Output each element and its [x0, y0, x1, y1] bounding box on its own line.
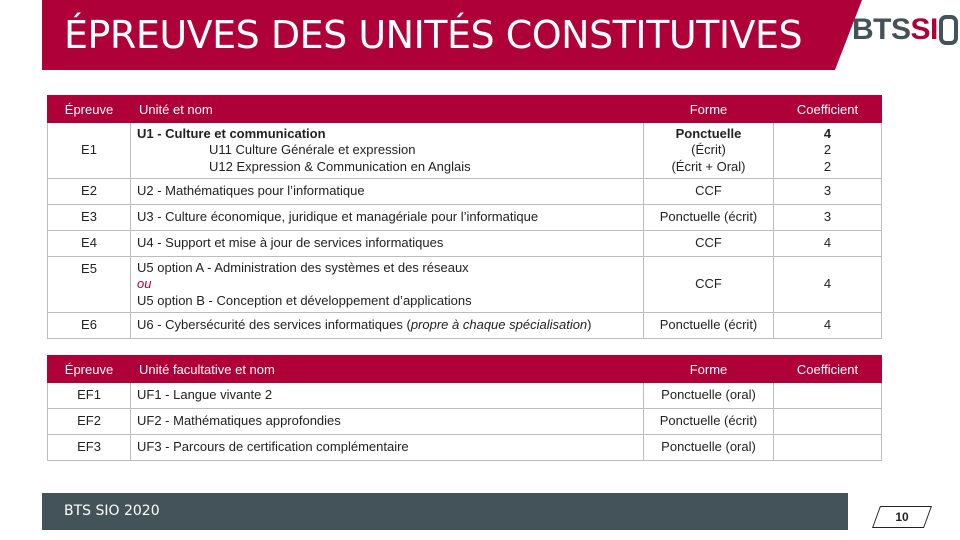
- unit-cell: [131, 257, 644, 313]
- coef-main: 4: [823, 125, 832, 141]
- epreuve-cell: E4: [48, 231, 131, 257]
- table-row: [48, 313, 882, 339]
- coef-cell: [774, 435, 882, 461]
- logo-text-bts: BTS: [852, 13, 911, 46]
- unit-cell: UF3 - Parcours de certification complémentaire: [131, 435, 644, 461]
- coef-cell: [774, 123, 882, 179]
- logo-o-shape: [939, 15, 958, 45]
- epreuve-cell: E5: [48, 257, 131, 313]
- table-row: [48, 383, 882, 409]
- coef-cell: 4: [774, 231, 882, 257]
- coef-cell: [774, 383, 882, 409]
- epreuve-cell: EF2: [48, 409, 131, 435]
- units-table-header: [48, 96, 882, 123]
- table-row: [48, 205, 882, 231]
- col-header-coefficient: Coefficient: [774, 96, 882, 123]
- forme-cell: Ponctuelle (écrit): [644, 409, 774, 435]
- col-header-epreuve: Épreuve: [48, 356, 131, 383]
- coef-cell: 4: [774, 313, 882, 339]
- epreuve-cell: E6: [48, 313, 131, 339]
- unit-cell: U3 - Culture économique, juridique et managériale pour l’informatique: [131, 205, 644, 231]
- forme-cell: CCF: [644, 231, 774, 257]
- forme-cell: Ponctuelle (oral): [644, 435, 774, 461]
- optional-table-header: [48, 356, 882, 383]
- subunit-u12: U12 Expression & Communication en Anglais: [209, 158, 471, 174]
- logo-text-si: SI: [910, 13, 938, 46]
- unit-cell: [131, 123, 644, 179]
- unit-text-italic: propre à chaque spécialisation: [410, 317, 588, 333]
- col-header-epreuve: Épreuve: [48, 96, 131, 123]
- col-header-unite-facultative: Unité facultative et nom: [131, 356, 644, 383]
- unit-text-end: ): [587, 317, 592, 333]
- coef-sub: 2: [823, 142, 832, 158]
- subunit-u11: U11 Culture Générale et expression: [209, 142, 416, 158]
- page-number: 10: [895, 510, 909, 524]
- forme-cell: Ponctuelle (écrit): [644, 205, 774, 231]
- epreuve-cell: EF3: [48, 435, 131, 461]
- unit-option-b: U5 option B - Conception et développement d’applications: [137, 292, 472, 308]
- units-table: [47, 95, 882, 339]
- table-row: [48, 179, 882, 205]
- coef-sub: 2: [823, 158, 832, 174]
- unit-title: U1 - Culture et communication: [137, 125, 326, 141]
- forme-cell: Ponctuelle (oral): [644, 383, 774, 409]
- unit-or-label: ou: [137, 276, 152, 292]
- forme-cell: Ponctuelle (écrit): [644, 313, 774, 339]
- table-row: [48, 257, 882, 313]
- optional-units-table: [47, 355, 882, 461]
- footer-bar: [42, 493, 848, 530]
- epreuve-cell: E1: [48, 123, 131, 179]
- coef-cell: 3: [774, 205, 882, 231]
- unit-cell: UF2 - Mathématiques approfondies: [131, 409, 644, 435]
- unit-cell: UF1 - Langue vivante 2: [131, 383, 644, 409]
- unit-option-a: U5 option A - Administration des systèmes et des réseaux: [137, 259, 469, 275]
- col-header-forme: Forme: [644, 96, 774, 123]
- forme-main: Ponctuelle: [675, 125, 742, 141]
- epreuve-cell: E3: [48, 205, 131, 231]
- col-header-forme: Forme: [644, 356, 774, 383]
- table-row: [48, 435, 882, 461]
- forme-sub: (Écrit + Oral): [671, 158, 746, 174]
- col-header-coefficient: Coefficient: [774, 356, 882, 383]
- coef-cell: 4: [774, 257, 882, 313]
- forme-cell: CCF: [644, 179, 774, 205]
- bts-sio-logo: [852, 10, 958, 50]
- forme-cell: CCF: [644, 257, 774, 313]
- col-header-unite: Unité et nom: [131, 96, 644, 123]
- unit-cell: U4 - Support et mise à jour de services informatiques: [131, 231, 644, 257]
- coef-cell: 3: [774, 179, 882, 205]
- forme-sub: (Écrit): [691, 142, 726, 158]
- unit-cell: U2 - Mathématiques pour l’informatique: [131, 179, 644, 205]
- epreuve-cell: EF1: [48, 383, 131, 409]
- unit-text: U6 - Cybersécurité des services informatiques (: [137, 317, 411, 333]
- unit-cell: [131, 313, 644, 339]
- table-row: [48, 231, 882, 257]
- page-title: ÉPREUVES DES UNITÉS CONSTITUTIVES: [64, 13, 803, 57]
- footer-label: BTS SIO 2020: [64, 503, 160, 519]
- coef-cell: [774, 409, 882, 435]
- table-row: [48, 123, 882, 179]
- table-row: [48, 409, 882, 435]
- forme-cell: [644, 123, 774, 179]
- epreuve-cell: E2: [48, 179, 131, 205]
